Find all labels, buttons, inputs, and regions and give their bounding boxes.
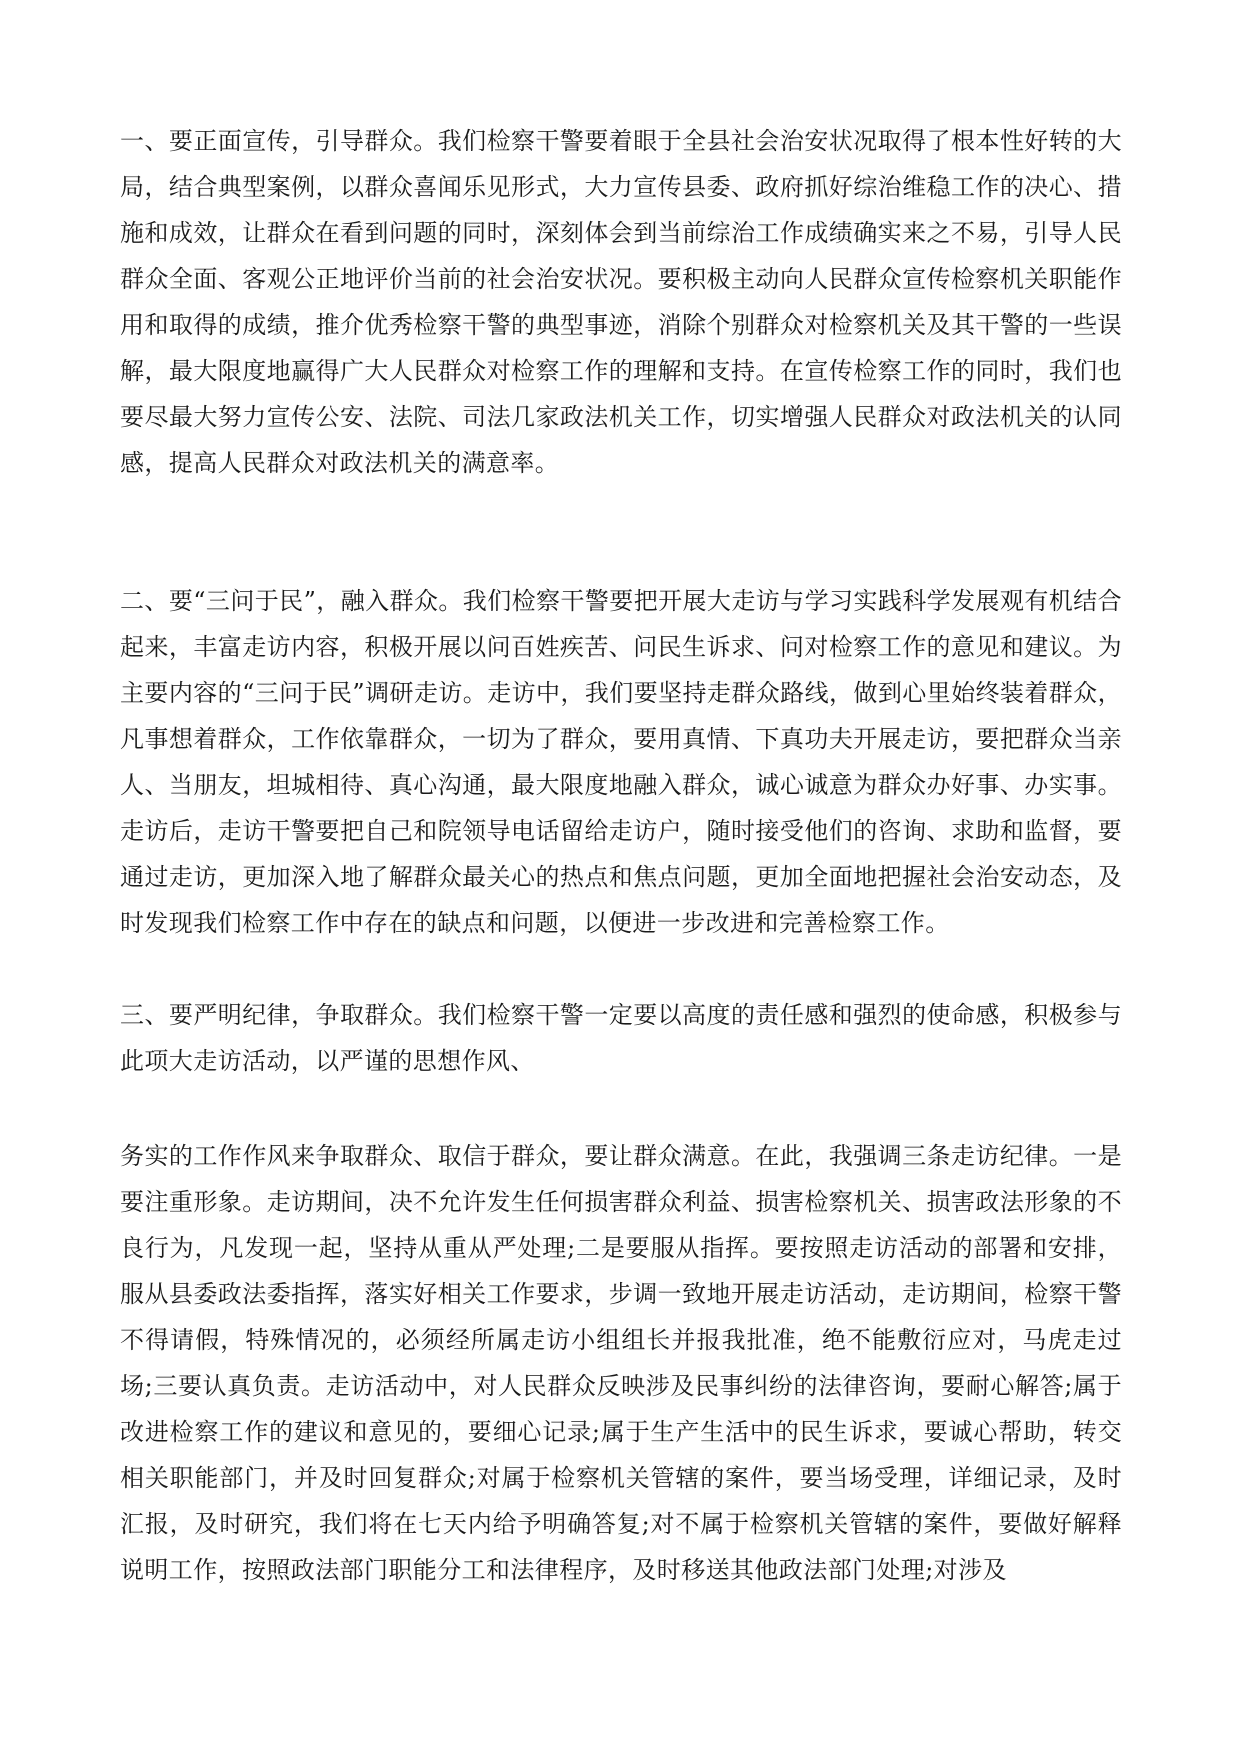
paragraph-discipline-intro: 三、要严明纪律，争取群众。我们检察干警一定要以高度的责任感和强烈的使命感，积极参与此项大走访活动，以严谨的思想作风、 <box>120 1001 1122 1075</box>
paragraph-publicity: 一、要正面宣传，引导群众。我们检察干警要着眼于全县社会治安状况取得了根本性好转的大局，结合典型案例，以群众喜闻乐见形式，大力宣传县委、政府抓好综治维稳工作的决心、措施和成效，让群众在看到问题的同时，深刻体会到当前综治工作成绩确实来之不易，引导人民群众全面、客观公正地评价当前的社会治安状况。要积极主动向人民群众宣传检察机关职能作用和取得的成绩，推介优秀检察干警的典型事迹，消除个别群众对检察机关及其干警的一些误解，最大限度地赢得广大人民群众对检察工作的理解和支持。在宣传检察工作的同时，我们也要尽最大努力宣传公安、法院、司法几家政法机关工作，切实增强人民群众对政法机关的认同感，提高人民群众对政法机关的满意率。 <box>120 127 1122 477</box>
paragraph-three-questions: 二、要“三问于民”，融入群众。我们检察干警要把开展大走访与学习实践科学发展观有机结合起来，丰富走访内容，积极开展以问百姓疾苦、问民生诉求、问对检察工作的意见和建议。为主要内容的“三问于民”调研走访。走访中，我们要坚持走群众路线，做到心里始终装着群众，凡事想着群众，工作依靠群众，一切为了群众，要用真情、下真功夫开展走访，要把群众当亲人、当朋友，坦城相待、真心沟通，最大限度地融入群众，诚心诚意为群众办好事、办实事。走访后，走访干警要把自己和院领导电话留给走访户，随时接受他们的咨询、求助和监督，要通过走访，更加深入地了解群众最关心的热点和焦点问题，更加全面地把握社会治安动态，及时发现我们检察工作中存在的缺点和问题，以便进一步改进和完善检察工作。 <box>120 587 1122 937</box>
paragraph-discipline-rules: 务实的工作作风来争取群众、取信于群众，要让群众满意。在此，我强调三条走访纪律。一是要注重形象。走访期间，决不允许发生任何损害群众利益、损害检察机关、损害政法形象的不良行为，凡发现一起，坚持从重从严处理;二是要服从指挥。要按照走访活动的部署和安排，服从县委政法委指挥，落实好相关工作要求，步调一致地开展走访活动，走访期间，检察干警不得请假，特殊情况的，必须经所属走访小组组长并报我批准，绝不能敷衍应对，马虎走过场;三要认真负责。走访活动中，对人民群众反映涉及民事纠纷的法律咨询，要耐心解答;属于改进检察工作的建议和意见的，要细心记录;属于生产生活中的民生诉求，要诚心帮助，转交相关职能部门，并及时回复群众;对属于检察机关管辖的案件，要当场受理，详细记录，及时汇报，及时研究，我们将在七天内给予明确答复;对不属于检察机关管辖的案件，要做好解释说明工作，按照政法部门职能分工和法律程序，及时移送其他政法部门处理;对涉及 <box>120 1142 1122 1584</box>
